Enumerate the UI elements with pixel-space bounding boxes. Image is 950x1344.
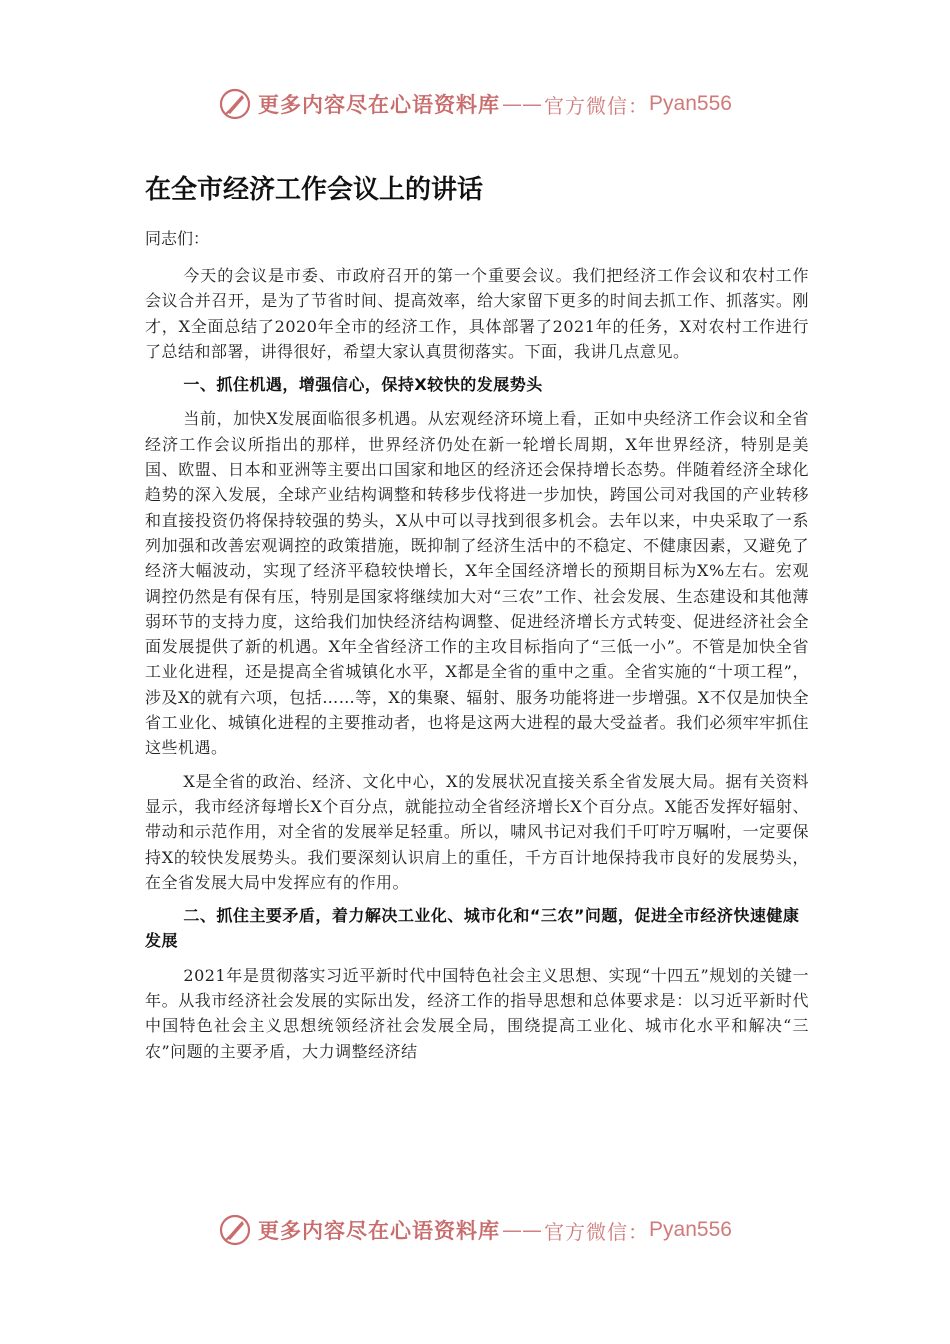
paragraph-guidance: 2021年是贯彻落实习近平新时代中国特色社会主义思想、实现“十四五”规划的关键一年。从我市经济社会发展的实际出发，经济工作的指导思想和总体要求是：以习近平新时代中国特色社会主义思想统领经济社会发展全局，围绕提高工业化、城市化水平和解决“三农”问题的主要矛盾，大力调整经济结 — [145, 965, 809, 1061]
paragraph-intro: 今天的会议是市委、市政府召开的第一个重要会议。我们把经济工作会议和农村工作会议合并召开，是为了节省时间、提高效率，给大家留下更多的时间去抓工作、抓落实。刚才，X全面总结了2020年全市的经济工作，具体部署了2021年的任务，X对农村工作进行了总结和部署，讲得很好，希望大家认真贯彻落实。下面，我讲几点意见。 — [145, 266, 809, 361]
footer-watermark-banner — [0, 1210, 950, 1250]
page-title: 在全市经济工作会议上的讲话 — [145, 175, 484, 205]
section-heading-2: 二、抓住主要矛盾，着力解决工业化、城市化和“三农”问题，促进全市经济快速健康发展 — [145, 906, 800, 951]
wechat-label: 官方微信： — [544, 1219, 650, 1244]
salutation: 同志们： — [145, 229, 210, 248]
paragraph-opportunities: 当前，加快X发展面临很多机遇。从宏观经济环境上看，正如中央经济工作会议和全省经济工作会议所指出的那样，世界经济仍处在新一轮增长周期，X年世界经济，特别是美国、欧盟、日本和亚洲等主要出口国家和地区的经济还会保持增长态势。伴随着经济全球化趋势的深入发展，全球产业结构调整和转移步伐将进一步加快，跨国公司对我国的产业转移和直接投资仍将保持较强的势头，X从中可以寻找到很多机会。去年以来，中央采取了一系列加强和改善宏观调控的政策措施，既抑制了经济生活中的不稳定、不健康因素，又避免了经济大幅波动，实现了经济平稳较快增长，X年全国经济增长的预期目标为X%左右。宏观调控仍然是有保有压，特别是国家将继续加大对“三农”工作、社会发展、生态建设和其他薄弱环节的支持力度，这给我们加快经济结构调整、促进经济增长方式转变、促进经济社会全面发展提供了新的机遇。X年全省经济工作的主攻目标指向了“三低一小”。不管是加快全省工业化进程，还是提高全省城镇化水平，X都是全省的重中之重。全省实施的“十项工程”，涉及X的就有六项，包括……等，X的集聚、辐射、服务功能将进一步增强。X不仅是加快全省工业化、城镇化进程的主要推动者，也将是这两大进程的最大受益者。我们必须牢牢抓住这些机遇。 — [145, 409, 809, 758]
banner-separator: —— — [502, 1218, 543, 1242]
paragraph-role: X是全省的政治、经济、文化中心，X的发展状况直接关系全省发展大局。据有关资料显示，我市经济每增长X个百分点，就能拉动全省经济增长X个百分点。X能否发挥好辐射、带动和示范作用，对全省的发展举足轻重。所以，啸风书记对我们千叮咛万嘱咐，一定要保持X的较快发展势头。我们要深刻认识肩上的重任，千方百计地保持我市良好的发展势头，在全省发展大局中发挥应有的作用。 — [145, 771, 809, 892]
quill-logo-icon — [218, 1213, 252, 1247]
wechat-handle: Pyan556 — [649, 1218, 732, 1241]
wechat-handle: Pyan556 — [649, 92, 732, 115]
wechat-label: 官方微信： — [544, 93, 650, 118]
section-heading-1: 一、抓住机遇，增强信心，保持X较快的发展势头 — [183, 375, 543, 395]
quill-logo-icon — [218, 87, 252, 121]
document-body — [145, 170, 809, 1072]
header-watermark-banner — [0, 84, 950, 124]
banner-separator: —— — [502, 92, 543, 116]
brand-text: 更多内容尽在心语资料库 — [258, 1218, 501, 1243]
brand-text: 更多内容尽在心语资料库 — [258, 92, 501, 117]
